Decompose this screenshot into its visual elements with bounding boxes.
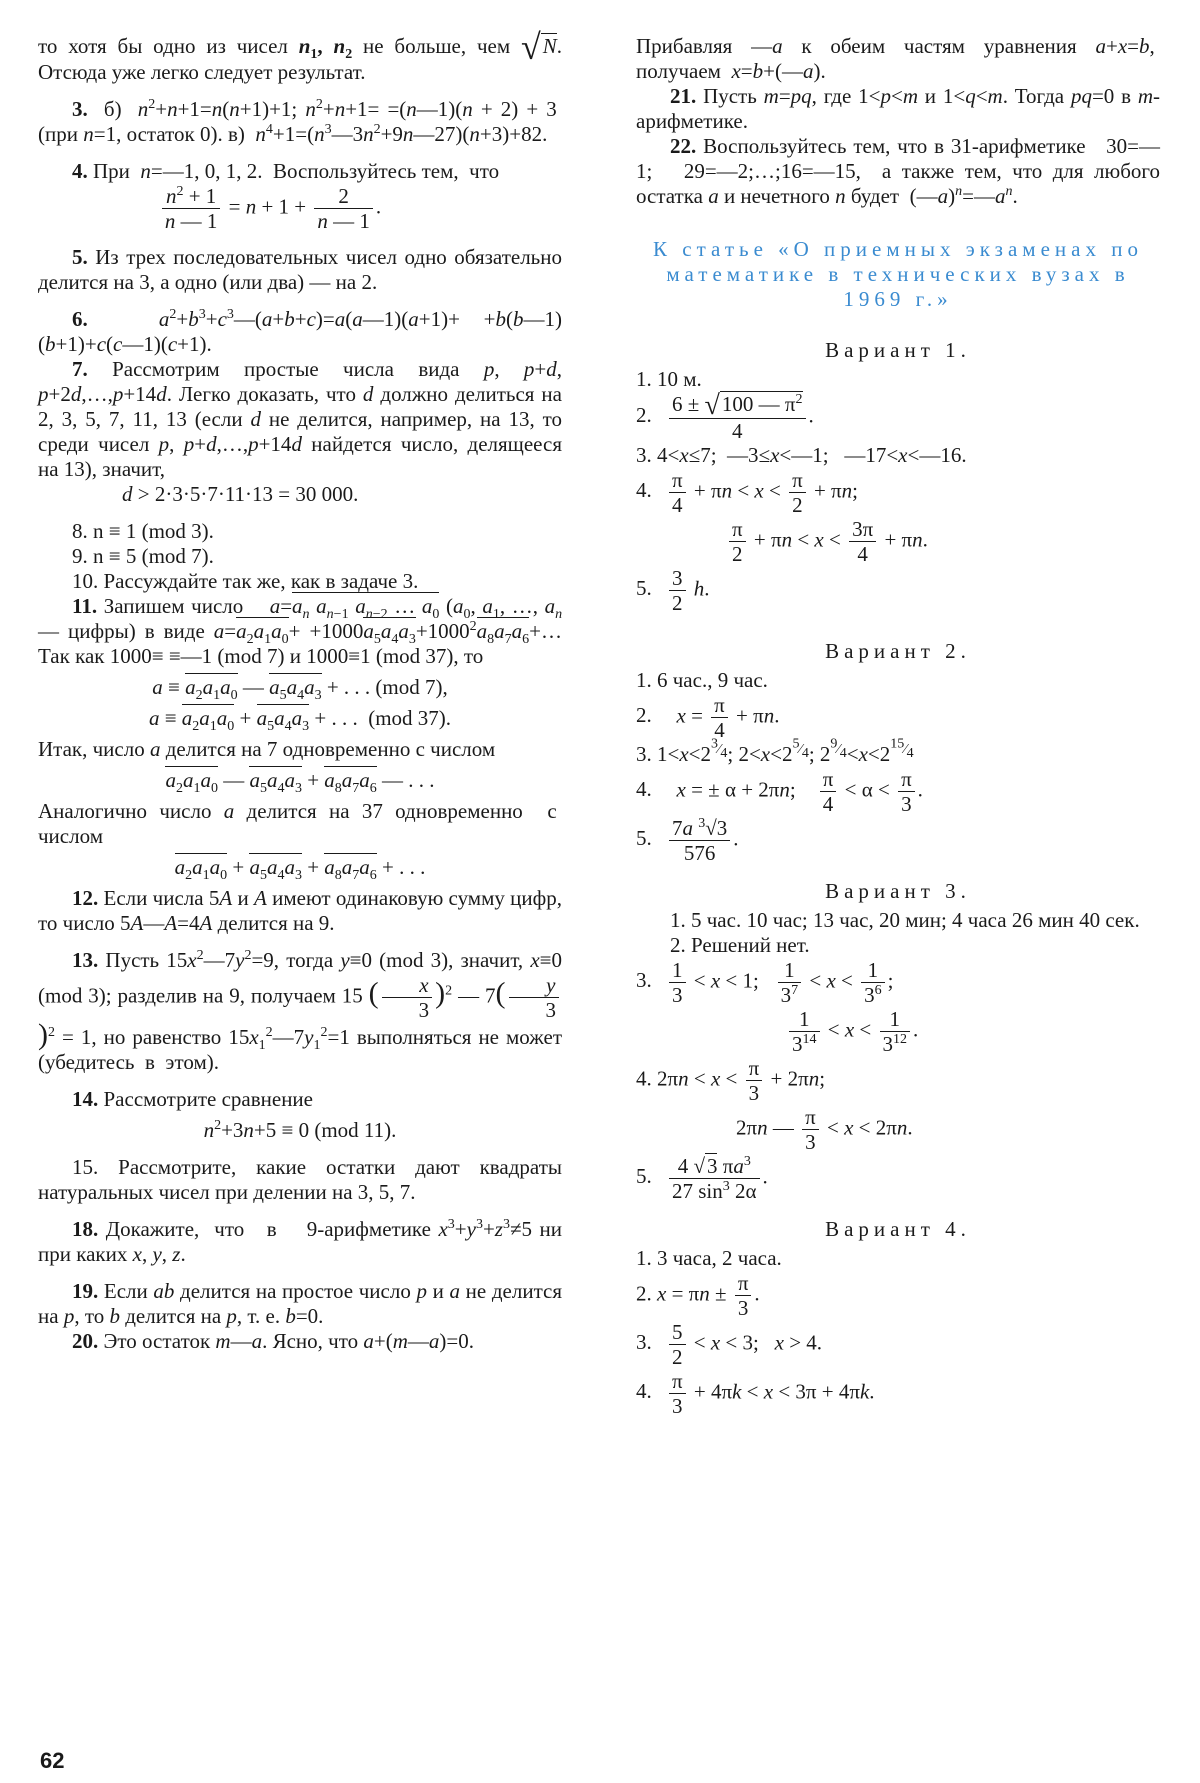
answer-5: 5. Из трех последовательных чисел одно обязательно делится на 3, а одно (или два) — на 2. — [38, 245, 562, 294]
answer-7-formula: d > 2·3·5·7·11·13 = 30 000. — [122, 482, 359, 506]
variant-4-answer-4: 4. $\frac{\pi}{3}$ + 4πk < x < 3π + 4πk. — [636, 1369, 875, 1418]
answer-11-formula-4: $a_2a_1a_0 + a_5a_4a_3 + a_8a_7a_6$ + . . . — [174, 855, 426, 884]
variant-1-title: Вариант 1. — [825, 338, 971, 362]
variant-3-answer-1: 1. 5 час. 10 час; 13 час, 20 мин; 4 часа 26 мин 40 сек. — [670, 908, 1140, 932]
answer-20: 20. Это остаток m—a. Ясно, что a+(m—a)=0. — [72, 1329, 474, 1353]
answer-4: 4. При n=—1, 0, 1, 2. Воспользуйтесь тем, что — [72, 159, 500, 183]
variant-2-answer-5: 5. $\frac{7a ^3√3}{576}$ . — [636, 816, 739, 865]
answer-21: 21. Пусть m=pq, где 1<p<m и 1<q<m. Тогда pq=0 в m-арифметике. — [636, 84, 1161, 133]
variant-1-answer-2: 2. $\frac{6 \pm √100 — \pi^2}{4}$ . — [636, 390, 814, 443]
section-heading: К статье «О приемных экзаменах по математике в технических вузах в 1969 г.» — [653, 237, 1143, 311]
variant-3-answer-3: 3. $\frac{1}{3}$ < x < 1; $\frac{1}{3^7}$ < x < $\frac{1}{3^6}$ ; — [636, 958, 894, 1007]
answer-8: 8. n ≡ 1 (mod 3). — [72, 519, 214, 543]
answer-11: 11. Запишем число $a=a_n$ $a_{n-1}$ $a_{n-2}$ … $a_0$ ($a_0$, $a_1$, …, $a_n$ — цифры) в виде $a=a_2a_1a_0+$ $+1000a_5a_4a_3+1000^2a_8a_7a_6+\dots$ Так как 1000≡ ≡—1 (mod 7) и 1000≡1 (mod 37), то — [38, 594, 563, 668]
variant-1-answer-5: 5. $\frac{3}{2}$ h. — [636, 566, 710, 615]
answer-20-continued: Прибавляя —a к обеим частям уравнения a+x=b, получаем x=b+(—a). — [636, 34, 1160, 83]
answer-12: 12. Если числа 5A и A имеют одинаковую сумму цифр, то число 5A—A=4A делится на 9. — [38, 886, 562, 935]
answer-15: 15. Рассмотрите, какие остатки дают квадраты натуральных чисел при делении на 3, 5, 7. — [38, 1155, 562, 1204]
variant-3-answer-5: 5. $\frac{4 √3 \pi a^3}{27 \sin^3 2\alpha}$ . — [636, 1154, 768, 1203]
page-number: 62 — [40, 1748, 65, 1773]
left-column — [38, 27, 563, 1354]
answer-22: 22. Воспользуйтесь тем, что в 31-арифметике 30=—1; 29=—2;…;16=—15, а также тем, что для любого остатка a и нечетного n будет $(—a)^n=—a^n$. — [636, 134, 1160, 208]
variant-3-answer-4: 4. 2πn < x < $\frac{\pi}{3}$ + 2πn; — [636, 1056, 826, 1105]
variant-2-answer-3: 3. $1<x<2^{^3⁄_4}$; $2<x<2^{^5⁄_4}$; $2^{^9⁄_4}<x<2^{^{15}⁄_4}$ — [636, 736, 914, 766]
answer-11-text-1: Итак, число a делится на 7 одновременно с числом — [38, 737, 496, 761]
answer-6: 6. $a^2+b^3+c^3—(a+b+c)=a(a—1)(a+1)+$ +b(b—1)(b+1)+c(c—1)(c+1). — [38, 307, 562, 356]
answer-11-formula-3: $a_2a_1a_0$ — $a_5a_4a_3 + a_8a_7a_6$ — . . . — [165, 768, 435, 797]
answer-11-formula-2: $a \equiv a_2a_1a_0 + a_5a_4a_3$ + . . . (mod 37). — [148, 706, 452, 735]
answer-14-formula: $n^2+3n+5 \equiv 0$ (mod 11). — [203, 1118, 397, 1142]
variant-3-answer-2: 2. Решений нет. — [670, 933, 810, 957]
variant-2-answer-2: 2. x = $\frac{\pi}{4}$ + πn. — [636, 693, 780, 742]
answer-18: 18. Докажите, что в 9-арифметике $x^3+y^3+z^3\ne 5$ ни при каких x, y, z. — [38, 1217, 562, 1266]
variant-1-answer-4b: $\frac{\pi}{2}$ + πn < x < $\frac{3\pi}{4}$ + πn. — [636, 517, 1160, 566]
answer-14: 14. Рассмотрите сравнение — [72, 1087, 313, 1111]
variant-1-answer-1: 1. 10 м. — [636, 367, 702, 391]
variant-4-answer-2: 2. x = πn ± $\frac{\pi}{3}$ . — [636, 1271, 760, 1320]
answer-7: 7. Рассмотрим простые числа вида p, p+d, p+2d,…,p+14d. Легко доказать, что d должно делиться на 2, 3, 5, 7, 11, 13 (если d не делится, например, на 13, то среди чисел p, p+d,…,p+14d найдется число, делящееся на 13), значит, — [38, 357, 563, 481]
variant-4-answer-1: 1. 3 часа, 2 часа. — [636, 1246, 782, 1270]
variant-1-answer-3: 3. 4<x≤7; —3≤x<—1; —17<x<—16. — [636, 443, 967, 467]
variant-1-answer-4: 4. $\frac{\pi}{4}$ + πn < x < $\frac{\pi}{2}$ + πn; — [636, 468, 858, 517]
variant-2-answer-4: 4. x = ± α + 2πn; $\frac{\pi}{4}$ < α < $\frac{\pi}{3}$ . — [636, 767, 923, 816]
variant-2-title: Вариант 2. — [825, 639, 971, 663]
answer-4-formula: $\frac{n^2 + 1}{n — 1}$ = n + 1 + $\frac{2}{n — 1}$ . — [0, 184, 562, 233]
answer-11-formula-1: $a \equiv a_2a_1a_0$ — $a_5a_4a_3$ + . . . (mod 7), — [152, 675, 448, 704]
answer-10: 10. Рассуждайте так же, как в задаче 3. — [72, 569, 419, 593]
variant-3-title: Вариант 3. — [825, 879, 971, 903]
intro-paragraph: то хотя бы одно из чисел $n_1$, $n_2$ не больше, чем √N. Отсюда уже легко следует результат. — [38, 27, 562, 84]
answer-13: 13. Пусть $15x^2—7y^2=9$, тогда y≡0 (mod 3), значит, x≡0 (mod 3); разделив на 9, получаем 15 ( $\frac{x}{3}$ )$^2$ — 7( $\frac{y}{3}$ )$^2$ = 1, но равенство $15x_1^2—7y_1^2=1$ выполняться не может (убедитесь в этом). — [38, 948, 563, 1074]
answer-9: 9. n ≡ 5 (mod 7). — [72, 544, 214, 568]
answer-19: 19. Если ab делится на простое число p и a не делится на p, то b делится на p, т. е. b=0. — [38, 1279, 562, 1328]
variant-3-answer-3b: $\frac{1}{3^{14}}$ < x < $\frac{1}{3^{12}}$ . — [636, 1007, 1160, 1056]
answer-3: 3. б) $n^2+n+1=n(n+1)+1$; $n^2+n+1=$ =(n—1)(n + 2) + 3 (при n=1, остаток 0). в) $n^4+1=(n^3—3n^2+9n—27)(n+3)+82$. — [38, 97, 562, 146]
variant-4-title: Вариант 4. — [825, 1217, 971, 1241]
answer-11-text-2: Аналогично число a делится на 37 одновременно с числом — [38, 799, 562, 848]
right-column — [636, 34, 1160, 1418]
variant-4-answer-3: 3. $\frac{5}{2}$ < x < 3; x > 4. — [636, 1320, 823, 1369]
variant-3-answer-4b: 2πn — $\frac{\pi}{3}$ < x < 2πn. — [736, 1105, 913, 1154]
variant-2-answer-1: 1. 6 час., 9 час. — [636, 668, 768, 692]
